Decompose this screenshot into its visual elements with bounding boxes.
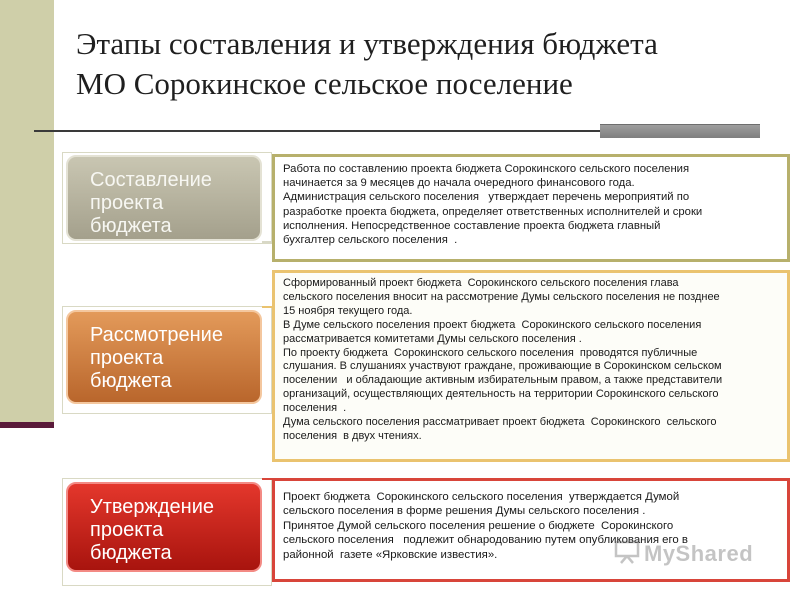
watermark [614, 538, 764, 570]
stage-2-label [66, 310, 262, 404]
stage-2-label-text: Рассмотрение проекта бюджета [90, 324, 223, 392]
stage-1-description [272, 154, 790, 262]
slide-title [76, 24, 776, 104]
stage-3-label [66, 482, 262, 572]
title-divider [34, 130, 600, 132]
left-decor-bar [0, 0, 54, 428]
stage-3-label-text: Утверждение проекта бюджета [90, 496, 215, 564]
stage-2-description-text: Сформированный проект бюджета Сорокинского сельского поселения глава сельского поселения вносит на рассмотрение Думы сельского поселения не позднее 15 ноября текущего года. В Думе сельского поселения проект бюджета Сорокинского сельского поселения рассматривается комитетами Думы сельского поселения . По проекту бюджета Сорокинского сельского поселения проводятся публичные слушания. В слушаниях участвуют граждане, проживающие в Сорокинском сельском поселении и обладающие активным избирательным правом, а также представители организаций, осуществляющих деятельность на территории Сорокинского сельского поселения . Дума сельского поселения рассматривает проект бюджета Сорокинского сельского поселения в двух чтениях. [283, 277, 723, 442]
stage-3-description-text: Проект бюджета Сорокинского сельского поселения утверждается Думой сельского поселения в форме решения Думы сельского поселения . Принятое Думой сельского поселения решение о бюджете Сорокинского сельского поселения подлежит обнародованию путем опубликования его в районной газете «Ярковские известия». [283, 491, 688, 561]
slide-title-line-1: Этапы составления и утверждения бюджета [76, 26, 658, 61]
watermark-text: MyShared [644, 541, 754, 566]
stage-1-description-text: Работа по составлению проекта бюджета Сорокинского сельского поселения начинается за 9 месяцев до начала очередного финансового года. Администрация сельского поселения утверждает перечень мероприятий по разработке проекта бюджета, определяет ответственных исполнителей и сроки исполнения. Непосредственное составление проекта бюджета главный бухгалтер сельского поселения . [283, 163, 703, 247]
stage-2-description [272, 270, 790, 462]
stage-1-label-text: Составление проекта бюджета [90, 169, 212, 237]
title-accent-bar [600, 124, 760, 138]
presentation-board-icon [614, 540, 640, 564]
stage-1-label [66, 155, 262, 241]
left-decor-line [0, 422, 54, 428]
slide-title-line-2: МО Сорокинское сельское поселение [76, 66, 573, 101]
